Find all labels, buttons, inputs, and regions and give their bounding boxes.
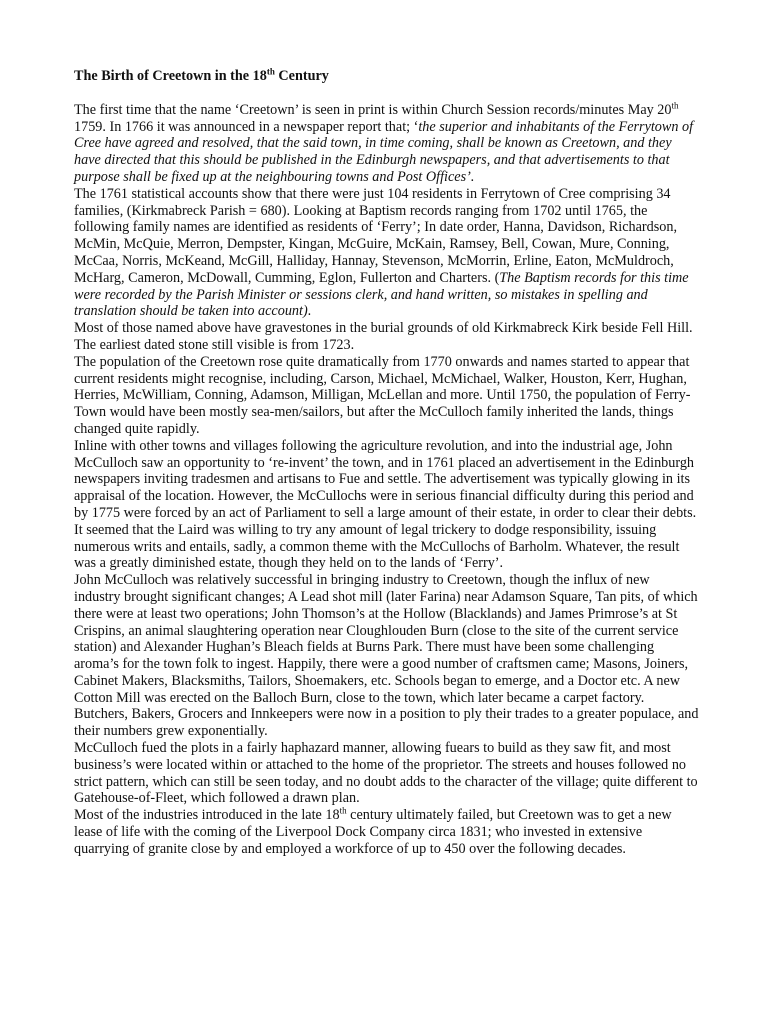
baptism-records-note: The Baptism records for this time were recorded by the Parish Minister or sessions clerk, and hand written, so mistakes in spelling and translation should be taken into account) — [74, 269, 689, 320]
paragraph-text: Most of the industries introduced in the late 18 — [74, 807, 340, 824]
title-text: The Birth of Creetown in the 18 — [74, 68, 267, 84]
century-superscript: th — [339, 805, 347, 816]
paragraph-gravestones: Most of those named above have gravestones in the burial grounds of old Kirkmabreck Kirk beside Fell Hill. The earliest dated stone still visible is from 1723. — [74, 320, 693, 353]
paragraph-text: . — [307, 303, 312, 320]
title-superscript: th — [266, 66, 275, 77]
newspaper-quote: the superior and inhabitants of the Ferrytown of Cree have agreed and resolved, that the said town, in time coming, shall be known as Creetown, and they have directed that this should be published in the Edinburgh newspapers, and that advertisements to that purpose shall be fixed up at the neighbouring towns and Post Offices’. — [74, 118, 694, 185]
paragraph-reinvention: Inline with other towns and villages following the agriculture revolution, and into the industrial age, John McCulloch saw an opportunity to ‘re-invent’ the town, and in 1761 placed an advertisement in the Edinburgh newspapers inviting tradesmen and artisans to Fue and settle. The advertisement was typically glowing in its appraisal of the location. However, the McCullochs were in serious financial difficulty during this period and by 1775 were forced by an act of Parliament to sell a large amount of their estate, in order to clear their debts. It seemed that the Laird was willing to try any amount of legal trickery to dodge responsibility, issuing numerous writs and entails, sadly, a common theme with the McCullochs of Barholm. Whatever, the result was a greatly diminished estate, though they held on to the lands of ‘Ferry’. — [74, 437, 697, 572]
paragraph-name-origin — [74, 102, 699, 186]
paragraph-text: century ultimately failed, but Creetown was to get a new lease of life with the coming of the Liverpool Dock Company circa 1831; who invested in extensive quarrying of granite close by and employed a workforce of up to 450 over the following decades. — [74, 807, 672, 857]
paragraph-trades: Butchers, Bakers, Grocers and Innkeepers were now in a position to ply their trades to a greater populace, and their numbers grew exponentially. — [74, 706, 699, 740]
paragraph-industry: John McCulloch was relatively successful in bringing industry to Creetown, though the influx of new industry brought significant changes; A Lead shot mill (later Farina) near Adamson Square, Tan pits, of which there were at least two operations; John Thomson’s at the Hollow (Blacklands) and James Primrose’s at St Crispins, an animal slaughtering operation near Cloughlouden Burn (close to the site of the current service station) and Alexander Hughan’s Bleach fields at Burns Park. There must have been some challenging aroma’s for the town folk to ingest. Happily, there were a good number of craftsmen came; Masons, Joiners, Cabinet Makers, Blacksmiths, Tailors, Shoemakers, etc. Schools began to emerge, and a Doctor etc. A new Cotton Mill was erected on the Balloch Burn, close to the town, which later became a carpet factory. — [74, 572, 698, 706]
document-title — [74, 68, 699, 85]
paragraph-text: The 1761 statistical accounts show that there were just 104 residents in Ferrytown of Cree comprising 34 families, (Kirkmabreck Parish = 680). Looking at Baptism records ranging from 1702 until 1765, the following family names are identified as residents of ‘Ferry’; In date order, Hanna, Davidson, Richardson, McMin, McQuie, Merron, Dempster, Kingan, McGuire, McKain, Ramsey, Bell, Cowan, Mure, Conning, McCaa, Norris, McKeand, McGill, Halliday, Hannay, Stevenson, McMorrin, Erline, Eaton, McMuldroch, McHarg, Cameron, McDowall, Cumming, Eglon, Fullerton and Charters. ( — [74, 185, 678, 286]
paragraph-population: The population of the Creetown rose quite dramatically from 1770 onwards and names started to appear that current residents might recognise, including, Carson, Michael, McMichael, Walker, Houston, Kerr, Hughan, Herries, McWilliam, Conning, Adamson, Milligan, McLellan and more. Until 1750, the population of Ferry-Town would have been mostly sea-men/sailors, but after the McCulloch family inherited the lands, things changed quite rapidly. — [74, 353, 691, 437]
document-page — [74, 68, 699, 858]
paragraph-statistical-accounts — [74, 186, 699, 320]
paragraph-text: The first time that the name ‘Creetown’ is seen in print is within Church Session records/minutes May 20 — [74, 101, 672, 118]
paragraph-text: 1759. In 1766 it was announced in a newspaper report that; ‘ — [74, 118, 419, 135]
title-text-end: Century — [274, 68, 329, 84]
date-superscript: th — [671, 100, 679, 111]
paragraph-plots: McCulloch fued the plots in a fairly haphazard manner, allowing fuears to build as they saw fit, and most business’s were located within or attached to the home of the proprietor. The streets and houses followed no strict pattern, which can still be seen today, and no doubt adds to the character of the village; quite different to Gatehouse-of-Fleet, which followed a drawn plan. — [74, 740, 698, 807]
paragraph-quarrying — [74, 807, 699, 857]
